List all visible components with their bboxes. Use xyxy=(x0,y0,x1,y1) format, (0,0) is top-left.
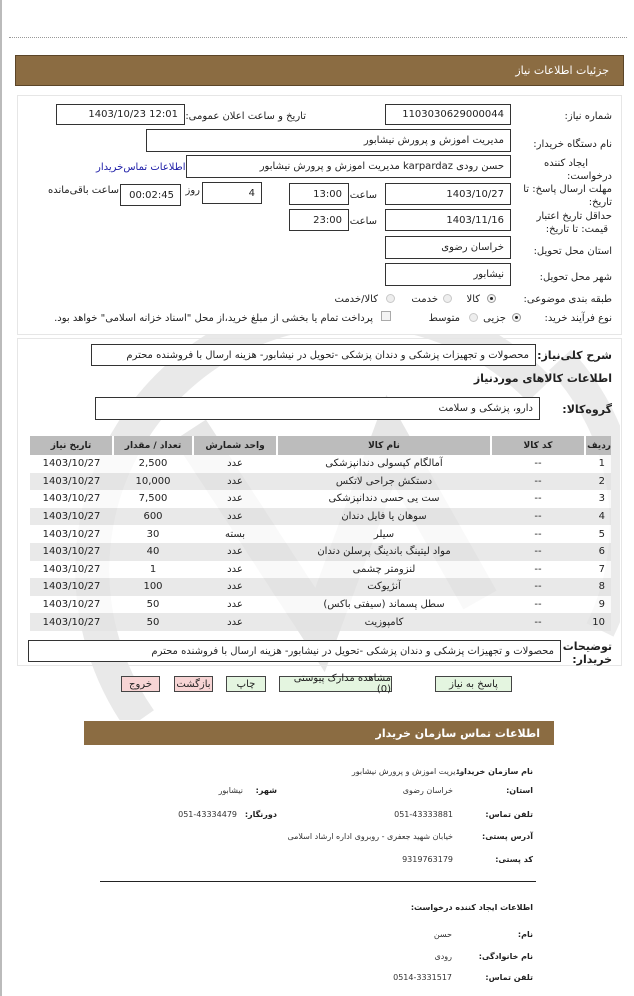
cell-name: آنژیوکت xyxy=(277,578,491,596)
left-border xyxy=(0,0,2,996)
cell-row: 2 xyxy=(585,473,611,491)
cell-code: -- xyxy=(491,561,585,579)
category-both-radio[interactable] xyxy=(386,294,395,303)
cell-name: سطل پسماند (سیفتی باکس) xyxy=(277,596,491,614)
contact-address-value: خیابان شهید جعفری - روبروی اداره ارشاد اسلامی xyxy=(287,832,453,841)
validity-time-field[interactable]: 23:00 xyxy=(289,209,349,231)
city-label: شهر محل تحویل: xyxy=(539,272,612,283)
creator-info-title: اطلاعات ایجاد کننده درخواست: xyxy=(410,903,533,912)
announce-field[interactable]: 1403/10/23 12:01 xyxy=(56,104,185,125)
cell-date: 1403/10/27 xyxy=(30,490,113,508)
cell-date: 1403/10/27 xyxy=(30,508,113,526)
process-minor-radio[interactable] xyxy=(512,313,521,322)
cell-name: مواد لیتینگ باندینگ پرسلن دندان xyxy=(277,543,491,561)
deadline-date-field[interactable]: 1403/10/27 xyxy=(385,183,511,205)
cell-unit: بسته xyxy=(193,525,277,543)
contact-divider xyxy=(100,881,536,882)
col-code: کد کالا xyxy=(491,436,585,455)
cell-row: 10 xyxy=(585,613,611,631)
goods-info-title: اطلاعات کالاهای موردنیاز xyxy=(473,372,612,385)
cell-date: 1403/10/27 xyxy=(30,596,113,614)
table-row xyxy=(30,490,611,508)
back-button[interactable]: بازگشت xyxy=(174,676,213,692)
goods-group-field[interactable]: دارو، پزشکی و سلامت xyxy=(95,397,540,420)
cell-unit: عدد xyxy=(193,578,277,596)
cell-code: -- xyxy=(491,578,585,596)
page-header xyxy=(15,55,624,86)
cell-date: 1403/10/27 xyxy=(30,525,113,543)
category-goods-radio[interactable] xyxy=(487,294,496,303)
cell-qty: 7,500 xyxy=(113,490,193,508)
cell-unit: عدد xyxy=(193,473,277,491)
top-divider xyxy=(9,37,627,38)
city-field[interactable]: نیشابور xyxy=(385,263,511,286)
table-row xyxy=(30,455,611,473)
process-medium-radio[interactable] xyxy=(469,313,478,322)
creator-phone-value: 0514-3331517 xyxy=(393,973,452,982)
cell-date: 1403/10/27 xyxy=(30,455,113,473)
col-row: ردیف xyxy=(585,436,611,455)
need-number-field[interactable]: 1103030629000044 xyxy=(385,104,511,125)
creator-last-name-value: رودی xyxy=(434,952,452,961)
contact-org-value: مدیریت اموزش و پرورش نیشابور xyxy=(351,767,464,776)
contact-postal-value: 9319763179 xyxy=(402,855,453,864)
cell-unit: عدد xyxy=(193,596,277,614)
cell-qty: 600 xyxy=(113,508,193,526)
buyer-contact-link[interactable]: اطلاعات تماس‌خریدار xyxy=(96,162,186,173)
summary-label: شرح کلی‌نیاز: xyxy=(537,349,612,362)
category-goods-label: کالا xyxy=(466,294,480,305)
creator-label: ایجاد کننده xyxy=(544,158,588,169)
cell-row: 4 xyxy=(585,508,611,526)
cell-row: 3 xyxy=(585,490,611,508)
creator-field[interactable]: حسن رودی karpardaz مدیریت اموزش و پرورش نیشابور xyxy=(186,155,511,178)
reply-button[interactable]: پاسخ به نیاز xyxy=(435,676,512,692)
cell-date: 1403/10/27 xyxy=(30,578,113,596)
cell-name: سوهان یا فایل دندان xyxy=(277,508,491,526)
cell-unit: عدد xyxy=(193,455,277,473)
buyer-notes-label: توضیحات xyxy=(562,640,612,653)
page-title: جزئیات اطلاعات نیاز xyxy=(515,64,609,77)
cell-row: 1 xyxy=(585,455,611,473)
print-button[interactable]: چاپ xyxy=(226,676,266,692)
cell-unit: عدد xyxy=(193,543,277,561)
cell-qty: 2,500 xyxy=(113,455,193,473)
cell-code: -- xyxy=(491,490,585,508)
buyer-org-field[interactable]: مدیریت اموزش و پرورش نیشابور xyxy=(146,129,511,152)
cell-row: 6 xyxy=(585,543,611,561)
deadline-label-2: تاریخ: xyxy=(588,197,612,208)
col-date: تاریخ نیاز xyxy=(30,436,113,455)
validity-date-field[interactable]: 1403/11/16 xyxy=(385,209,511,231)
cell-name: سیلر xyxy=(277,525,491,543)
goods-group-label: گروه‌کالا: xyxy=(562,403,612,416)
contact-city-value: نیشابور xyxy=(218,786,243,795)
creator-first-name-value: حسن xyxy=(433,930,452,939)
validity-label: حداقل تاریخ اعتبار xyxy=(536,211,612,222)
category-both-label: کالا/خدمت xyxy=(334,294,378,305)
contact-header xyxy=(84,721,554,745)
table-row xyxy=(30,473,611,491)
validity-label-2: قیمت: تا تاریخ: xyxy=(545,224,608,235)
cell-code: -- xyxy=(491,525,585,543)
deadline-time-field[interactable]: 13:00 xyxy=(289,183,349,205)
table-header-row xyxy=(30,436,611,455)
cell-qty: 40 xyxy=(113,543,193,561)
buyer-notes-label-2: خریدار: xyxy=(572,653,612,666)
province-field[interactable]: خراسان رضوی xyxy=(385,236,511,259)
creator-phone-label: تلفن تماس: xyxy=(485,973,533,982)
table-row xyxy=(30,508,611,526)
process-minor-label: جزیی xyxy=(483,313,506,324)
cell-unit: عدد xyxy=(193,561,277,579)
creator-label-2: درخواست: xyxy=(567,171,612,182)
contact-fax-label: دورنگار: xyxy=(244,810,277,819)
contact-fax-value: 051-43334479 xyxy=(178,810,237,819)
table-row xyxy=(30,525,611,543)
cell-unit: عدد xyxy=(193,613,277,631)
treasury-checkbox[interactable] xyxy=(381,311,391,321)
cell-unit: عدد xyxy=(193,490,277,508)
col-unit: واحد شمارش xyxy=(193,436,277,455)
exit-button[interactable]: خروج xyxy=(121,676,160,692)
creator-first-name-label: نام: xyxy=(517,930,533,939)
days-label: روز xyxy=(185,185,200,196)
cell-qty: 10,000 xyxy=(113,473,193,491)
remaining-time-label: ساعت باقی‌مانده xyxy=(47,185,119,196)
category-service-radio[interactable] xyxy=(443,294,452,303)
need-number-label: شماره نیاز: xyxy=(564,111,612,122)
cell-row: 5 xyxy=(585,525,611,543)
cell-qty: 50 xyxy=(113,596,193,614)
cell-qty: 50 xyxy=(113,613,193,631)
cell-name: آمالگام کپسولی دندانپزشکی xyxy=(277,455,491,473)
table-row xyxy=(30,561,611,579)
table-row xyxy=(30,543,611,561)
contact-phone-value: 051-43333881 xyxy=(394,810,453,819)
col-name: نام کالا xyxy=(277,436,491,455)
contact-province-value: خراسان رضوی xyxy=(402,786,453,795)
cell-code: -- xyxy=(491,508,585,526)
contact-title: اطلاعات تماس سازمان خریدار xyxy=(375,726,540,740)
buyer-notes-field[interactable]: محصولات و تجهیزات پزشکی و دندان پزشکی -تحویل در نیشابور- هزینه ارسال با فروشنده محترم xyxy=(28,640,561,662)
province-label: استان محل تحویل: xyxy=(533,246,612,257)
cell-qty: 1 xyxy=(113,561,193,579)
cell-code: -- xyxy=(491,613,585,631)
col-qty: تعداد / مقدار xyxy=(113,436,193,455)
creator-last-name-label: نام خانوادگی: xyxy=(478,952,533,961)
treasury-note: پرداخت تمام یا بخشی از مبلغ خرید،از محل "اسناد خزانه اسلامی" خواهد بود. xyxy=(54,313,373,324)
contact-postal-label: کد پستی: xyxy=(495,855,533,864)
deadline-label: مهلت ارسال پاسخ: تا xyxy=(523,184,612,195)
cell-date: 1403/10/27 xyxy=(30,473,113,491)
cell-name: لنزومتر چشمی xyxy=(277,561,491,579)
cell-code: -- xyxy=(491,473,585,491)
cell-code: -- xyxy=(491,543,585,561)
cell-row: 7 xyxy=(585,561,611,579)
process-medium-label: متوسط xyxy=(428,313,460,324)
contact-org-label: نام سازمان خریدار: xyxy=(456,767,533,776)
contact-address-label: آدرس پستی: xyxy=(482,832,533,841)
category-label: طبقه بندی موضوعی: xyxy=(523,294,612,305)
buyer-org-label: نام دستگاه خریدار: xyxy=(533,139,612,150)
cell-name: دستکش جراحی لاتکس xyxy=(277,473,491,491)
cell-row: 8 xyxy=(585,578,611,596)
summary-field[interactable]: محصولات و تجهیزات پزشکی و دندان پزشکی -تحویل در نیشابور- هزینه ارسال با فروشنده محترم xyxy=(91,344,536,366)
table-row xyxy=(30,613,611,631)
remaining-time-field[interactable]: 00:02:45 xyxy=(120,184,181,206)
process-label: نوع فرآیند خرید: xyxy=(544,313,612,324)
cell-row: 9 xyxy=(585,596,611,614)
days-field[interactable]: 4 xyxy=(202,182,262,204)
deadline-time-label: ساعت xyxy=(349,190,377,201)
attachments-button[interactable]: مشاهده مدارک پیوستی (0) xyxy=(279,676,392,692)
contact-province-label: استان: xyxy=(506,786,533,795)
cell-unit: عدد xyxy=(193,508,277,526)
table-row xyxy=(30,596,611,614)
cell-date: 1403/10/27 xyxy=(30,543,113,561)
cell-date: 1403/10/27 xyxy=(30,613,113,631)
contact-city-label: شهر: xyxy=(255,786,277,795)
contact-phone-label: تلفن تماس: xyxy=(485,810,533,819)
cell-qty: 100 xyxy=(113,578,193,596)
cell-qty: 30 xyxy=(113,525,193,543)
category-service-label: خدمت xyxy=(411,294,438,305)
table-row xyxy=(30,578,611,596)
goods-table xyxy=(30,436,611,631)
cell-date: 1403/10/27 xyxy=(30,561,113,579)
announce-label: تاریخ و ساعت اعلان عمومی: xyxy=(185,111,306,122)
cell-code: -- xyxy=(491,455,585,473)
cell-code: -- xyxy=(491,596,585,614)
cell-name: ست یی حسی دندانپزشکی xyxy=(277,490,491,508)
cell-name: کامپوزیت xyxy=(277,613,491,631)
validity-time-label: ساعت xyxy=(349,216,377,227)
